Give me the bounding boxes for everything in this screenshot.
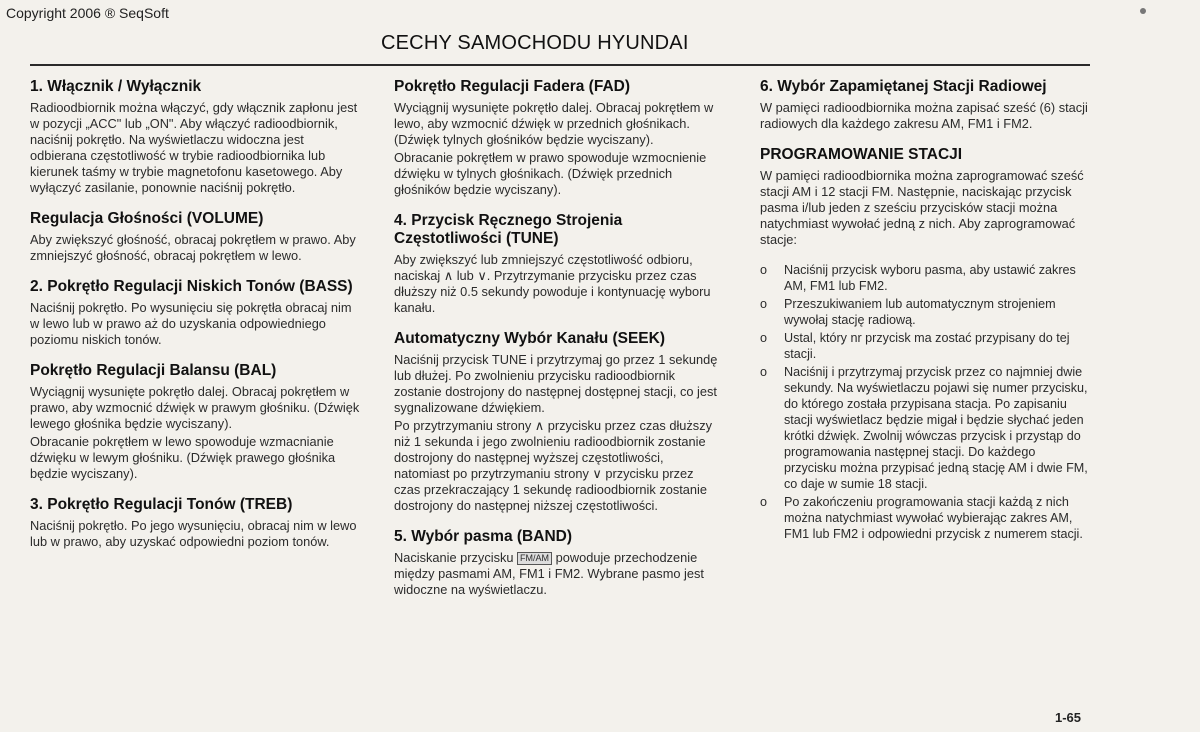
- column-middle: [394, 78, 720, 612]
- list-item-text: Ustal, który nr przycisk ma zostać przypisany do tej stacji.: [784, 331, 1070, 361]
- copyright-notice: Copyright 2006 ® SeqSoft: [6, 5, 169, 21]
- bullet-icon: o: [760, 365, 768, 379]
- list-item: [760, 494, 1090, 542]
- column-left: [30, 78, 360, 564]
- section-heading: 6. Wybór Zapamiętanej Stacji Radiowej: [760, 78, 1047, 95]
- section-heading: Pokrętło Regulacji Balansu (BAL): [30, 362, 277, 379]
- fm-am-button-badge: FM/AM: [517, 552, 552, 565]
- section-text: Aby zwiększyć lub zmniejszyć częstotliwość odbioru, naciskaj ∧ lub ∨. Przytrzymanie przycisku przez czas dłuższy niż 0.5 sekundy powoduje i kontynuację wyboru kanału.: [394, 252, 711, 315]
- list-item-text: Naciśnij przycisk wyboru pasma, aby ustawić zakres AM, FM1 lub FM2.: [784, 263, 1076, 293]
- bullet-icon: o: [760, 297, 768, 311]
- section-text: Obracanie pokrętłem w prawo spowoduje wzmocnienie dźwięku w tylnych głośnikach. (Dźwięk przednich głośników będzie wyciszany).: [394, 150, 707, 197]
- list-item: [760, 296, 1090, 328]
- section-heading: 2. Pokrętło Regulacji Niskich Tonów (BASS): [30, 278, 353, 295]
- list-item: [760, 364, 1090, 492]
- band-text-end: powoduje przechodzenie między pasmami AM, FM1 i FM2. Wybrane pasmo jest widoczne na wyświetlaczu.: [394, 550, 704, 597]
- list-item: [760, 262, 1090, 294]
- section-text: Wyciągnij wysunięte pokrętło dalej. Obracaj pokrętłem w prawo, aby wzmocnić dźwięk w prawym głośniku. (Dźwięk lewego głośnika będzie wyciszany).: [30, 384, 360, 431]
- section-text: Obracanie pokrętłem w lewo spowoduje wzmacnianie dźwięku w lewym głośniku. (Dźwięk prawego głośnika będzie wyciszany).: [30, 434, 336, 481]
- section-text: Naciśnij pokrętło. Po wysunięciu się pokrętła obracaj nim w lewo lub w prawo aż do uzyskania odpowiedniego poziomu niskich tonów.: [30, 300, 352, 347]
- section-text: Po przytrzymaniu strony ∧ przycisku przez czas dłuższy niż 1 sekunda i jego zwolnieniu radioodbiornik zostanie dostrojony do następnej wyższej częstotliwości, natomiast po przytrzymaniu strony ∨ przycisku przez czas przekraczający 1 sekundę radioodbiornik zostanie dostrojony do następnej niższej częstotliwości.: [394, 418, 713, 513]
- section-heading: Automatyczny Wybór Kanału (SEEK): [394, 330, 666, 347]
- list-item-text: Przeszukiwaniem lub automatycznym strojeniem wywołaj stację radiową.: [784, 297, 1056, 327]
- list-item: [760, 330, 1090, 362]
- bullet-icon: o: [760, 331, 768, 345]
- page-number: 1-65: [1055, 710, 1082, 725]
- section-text: [394, 550, 720, 598]
- bullet-icon: o: [760, 495, 768, 509]
- section-heading: 4. Przycisk Ręcznego Strojenia Częstotliwości (TUNE): [394, 212, 623, 247]
- section-heading: PROGRAMOWANIE STACJI: [760, 146, 963, 163]
- section-text: Aby zwiększyć głośność, obracaj pokrętłem w prawo. Aby zmniejszyć głośność, obracaj pokrętłem w lewo.: [30, 232, 356, 263]
- section-text: W pamięci radioodbiornika można zapisać sześć (6) stacji radiowych dla każdego zakresu AM, FM1 i FM2.: [760, 100, 1088, 131]
- title-divider: [30, 64, 1090, 66]
- section-heading: 5. Wybór pasma (BAND): [394, 528, 572, 545]
- section-heading: 1. Włącznik / Wyłącznik: [30, 78, 202, 95]
- bullet-icon: o: [760, 263, 768, 277]
- column-right: [760, 78, 1090, 544]
- band-text-start: Naciskanie przycisku: [394, 550, 514, 565]
- section-heading: Pokrętło Regulacji Fadera (FAD): [394, 78, 630, 95]
- section-text: W pamięci radioodbiornika można zaprogramować sześć stacji AM i 12 stacji FM. Następnie, naciskając przycisk pasma i/lub jeden z sześciu przycisków stacji można natychmiast wywołać jedną z nich. Aby zaprogramować stacje:: [760, 168, 1084, 247]
- section-heading: 3. Pokrętło Regulacji Tonów (TREB): [30, 496, 293, 513]
- section-text: Radioodbiornik można włączyć, gdy włącznik zapłonu jest w pozycji „ACC" lub „ON". Aby włączyć radioodbiornik, naciśnij pokrętło. Na wyświetlaczu widoczna jest odbierana częstotliwość w trybie radioodbiornika lub kierunek taśmy w trybie magnetofonu kasetowego. Aby wyłączyć zasilanie, ponownie naciśnij pokrętło.: [30, 100, 358, 195]
- section-text: Wyciągnij wysunięte pokrętło dalej. Obracaj pokrętłem w lewo, aby wzmocnić dźwięk w przednich głośnikach. (Dźwięk tylnych głośników będzie wyciszany).: [394, 100, 714, 147]
- section-text: Naciśnij przycisk TUNE i przytrzymaj go przez 1 sekundę lub dłużej. Po zwolnieniu przycisku radioodbiornik zostanie dostrojony do następnej dostępnej stacji, co jest sygnalizowane dźwiękiem.: [394, 352, 718, 415]
- section-text: Naciśnij pokrętło. Po jego wysunięciu, obracaj nim w lewo lub w prawo, aby uzyskać odpowiedni poziom tonów.: [30, 518, 357, 549]
- scan-mark: [1140, 8, 1146, 14]
- programming-steps-list: [760, 262, 1090, 542]
- section-heading: Regulacja Głośności (VOLUME): [30, 210, 264, 227]
- page-title: CECHY SAMOCHODU HYUNDAI: [381, 32, 689, 54]
- list-item-text: Po zakończeniu programowania stacji każdą z nich można natychmiast wywołać wybierając zakres AM, FM1 lub FM2 i odpowiedni przycisk z numerem stacji.: [784, 495, 1083, 541]
- list-item-text: Naciśnij i przytrzymaj przycisk przez co najmniej dwie sekundy. Na wyświetlaczu pojawi się numer przycisku, do którego została przypisana stacja. Po zapisaniu stacji wyświetlacz będzie migał i będzie słychać jeden krótki dźwięk. Zwolnij wówczas przycisk i przystąp do programowania następnej stacji. Do każdego przycisku można przypisać jedną stację AM i dwie FM, co daje w sumie 18 stacji.: [784, 365, 1088, 491]
